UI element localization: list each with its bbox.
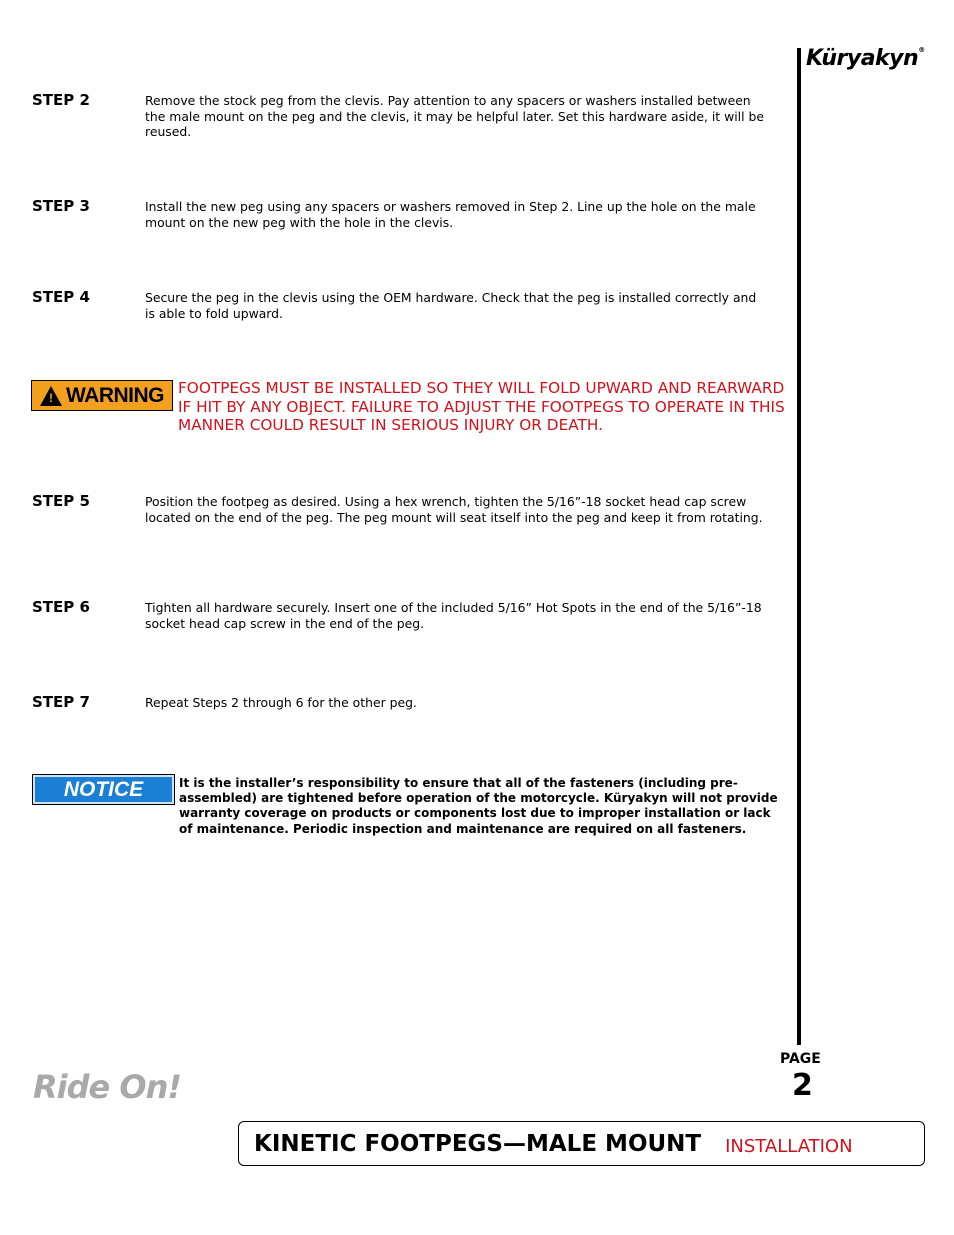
step-2-label: STEP 2 — [32, 91, 90, 109]
kuryakyn-logo: Küryakyn® — [806, 46, 925, 71]
notice-text: It is the installer’s responsibility to ensure that all of the fasteners (including pre-assembled) are tightened before operation of the motorcycle. Küryakyn will not provide warranty coverage on products or components lost due to improper installation or lack of maintenance. Periodic inspection and maintenance are required on all fasteners. — [179, 776, 778, 836]
vertical-rule — [797, 48, 801, 1045]
warning-text: FOOTPEGS MUST BE INSTALLED SO THEY WILL FOLD UPWARD AND REARWARD IF HIT BY ANY OBJECT. FAILURE TO ADJUST THE FOOTPEGS TO OPERATE IN THIS MANNER COULD RESULT IN SERIOUS INJURY OR DEATH. — [178, 379, 785, 434]
step-5-text: Position the footpeg as desired. Using a hex wrench, tighten the 5/16”-18 socket head cap screw located on the end of the peg. The peg mount will seat itself into the peg and keep it from rotating. — [145, 494, 763, 525]
footer-title: KINETIC FOOTPEGS—MALE MOUNT — [254, 1130, 702, 1157]
step-3-label: STEP 3 — [32, 197, 90, 215]
page-label: PAGE — [780, 1051, 821, 1067]
step-4-text: Secure the peg in the clevis using the OEM hardware. Check that the peg is installed correctly and is able to fold upward. — [145, 290, 757, 321]
footer-subtitle: INSTALLATION — [725, 1136, 853, 1157]
ride-on-slogan: Ride On! — [33, 1068, 181, 1106]
step-6-label: STEP 6 — [32, 598, 90, 616]
step-7-text: Repeat Steps 2 through 6 for the other peg. — [145, 695, 417, 710]
step-7-label: STEP 7 — [32, 693, 90, 711]
step-5-label: STEP 5 — [32, 492, 90, 510]
warning-triangle-icon: ! — [40, 386, 62, 406]
page-number: 2 — [792, 1068, 813, 1103]
step-6-text: Tighten all hardware securely. Insert one of the included 5/16” Hot Spots in the end of the 5/16”-18 socket head cap screw in the end of the peg. — [145, 600, 762, 631]
step-3-text: Install the new peg using any spacers or washers removed in Step 2. Line up the hole on the male mount on the new peg with the hole in the clevis. — [145, 199, 756, 230]
footer-title-box — [238, 1121, 925, 1166]
step-2-text: Remove the stock peg from the clevis. Pay attention to any spacers or washers installed between the male mount on the peg and the clevis, it may be helpful later. Set this hardware aside, it will be reused. — [145, 93, 764, 139]
step-4-label: STEP 4 — [32, 288, 90, 306]
warning-badge — [31, 380, 173, 411]
notice-badge-label: NOTICE — [63, 777, 144, 801]
notice-badge — [32, 774, 175, 805]
warning-badge-label: WARNING — [66, 383, 164, 407]
